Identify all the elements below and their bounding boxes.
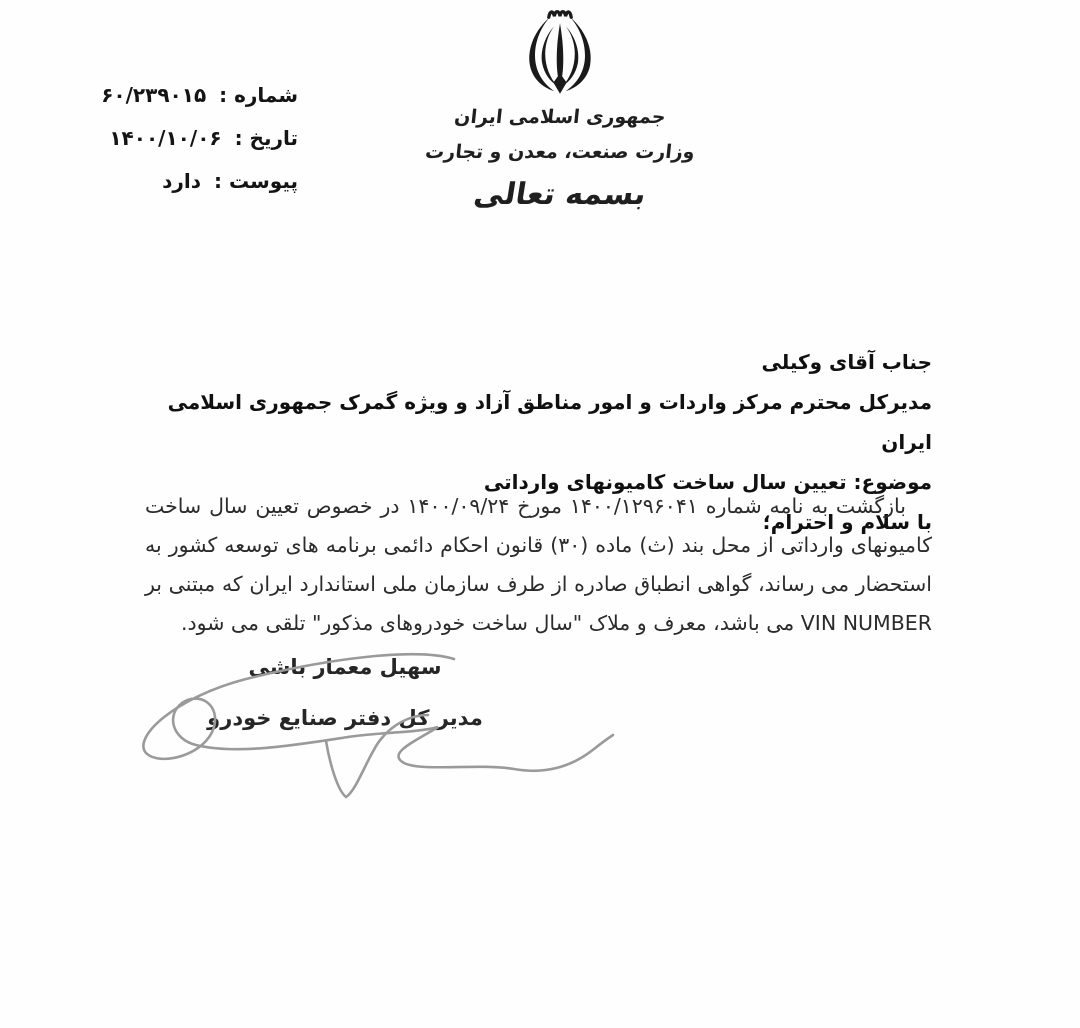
letter-number-label: شماره : [219, 83, 298, 107]
recipient-position: مدیرکل محترم مرکز واردات و امور مناطق آزاد و ویژه گمرک جمهوری اسلامی ایران [167, 390, 932, 454]
signatory-title: مدیر کل دفتر صنایع خودرو [207, 706, 483, 730]
letter-date-row [88, 117, 298, 160]
letter-number-value: ۶۰/۲۳۹۰۱۵ [101, 83, 207, 107]
body-line-1: بازگشت به نامه شماره ۱۴۰۰/۱۲۹۶۰۴۱ مورخ ۱۴۰۰/۰۹/۲۴ در خصوص تعیین سال ساخت [145, 494, 906, 518]
letter-body [145, 487, 932, 643]
iran-emblem-icon [509, 8, 611, 102]
letterhead-ministry: وزارت صنعت، معدن و تجارت [424, 141, 696, 163]
letterhead-country: جمهوری اسلامی ایران [453, 106, 667, 128]
letter-meta-block [88, 74, 298, 203]
letter-subject: موضوع: تعیین سال ساخت کامیونهای وارداتی [483, 470, 932, 494]
body-line-3: استحضار می رساند، گواهی انطباق صادره از طرف سازمان ملی استاندارد ایران که مبتنی بر [145, 572, 932, 596]
body-line-4: VIN NUMBER می باشد، معرف و ملاک "سال ساخت خودروهای مذکور" تلقی می شود. [181, 611, 932, 635]
letterhead [380, 8, 740, 212]
recipient-addressee: جناب آقای وکیلی [761, 350, 932, 374]
signature-block [190, 650, 500, 733]
signatory-name: سهیل معمار باشی [248, 655, 442, 679]
letter-attachment-label: پیوست : [213, 169, 298, 193]
letter-attachment-value: دارد [162, 169, 202, 193]
body-line-2: کامیونهای وارداتی از محل بند (ث) ماده (۳۰) قانون احکام دائمی برنامه های توسعه کشور به [145, 533, 933, 557]
letter-number-row [88, 74, 298, 117]
letter-date-label: تاریخ : [234, 126, 298, 150]
letterhead-bismillah: بسمه تعالی [471, 177, 649, 212]
letter-date-value: ۱۴۰۰/۱۰/۰۶ [109, 126, 222, 150]
letter-attachment-row [88, 160, 298, 203]
letter-salutation: با سلام و احترام؛ [762, 510, 932, 534]
